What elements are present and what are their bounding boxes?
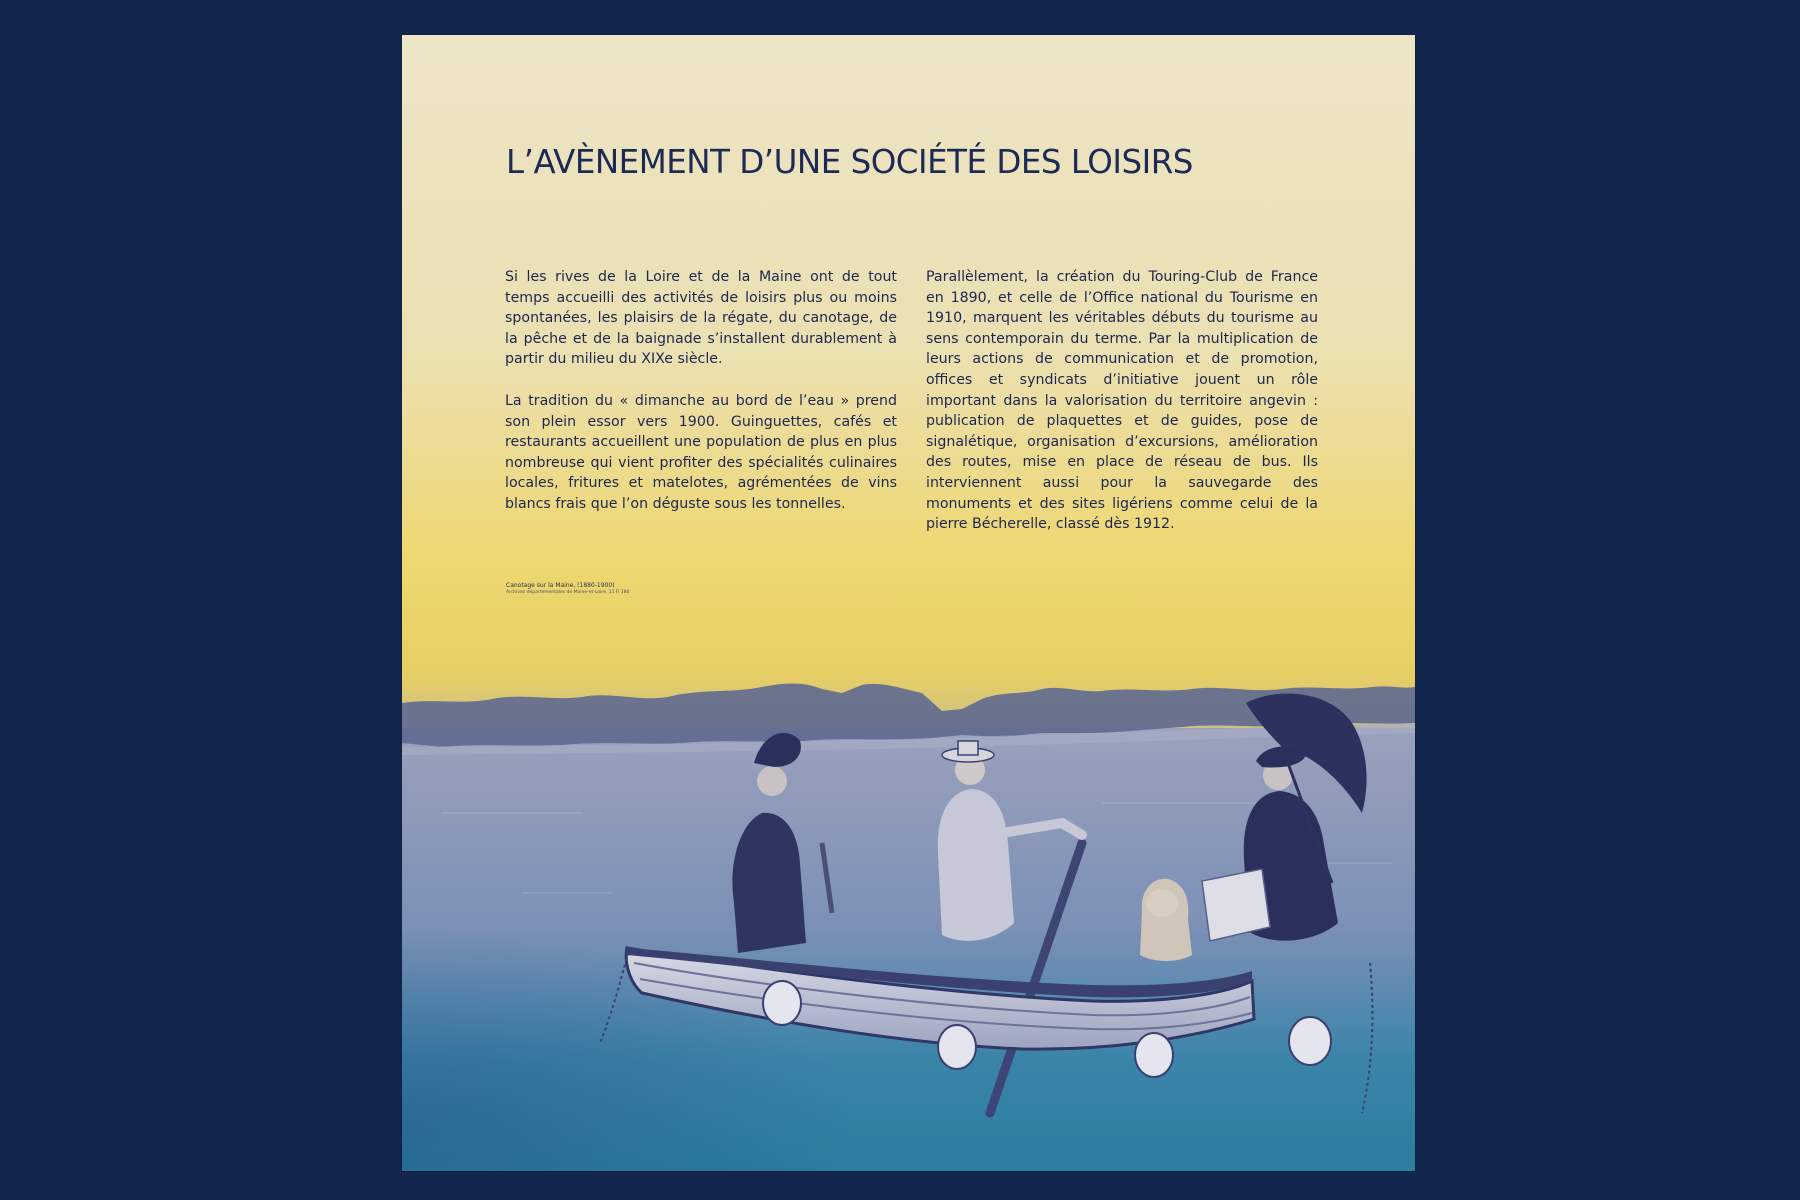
exhibition-panel: [402, 35, 1415, 1171]
photo-caption: [506, 582, 629, 596]
text-column-right: [926, 267, 1318, 556]
rowing-boat-photo: [402, 663, 1415, 1171]
right-paragraph-1: Parallèlement, la création du Touring-Club de France en 1890, et celle de l’Office national du Tourisme en 1910, marquent les véritables débuts du tourisme au sens contemporain du terme. Par la multiplication de leurs actions de communication et de promotion, offices et syndicats d’initiative jouent un rôle important dans la valorisation du territoire angevin : publication de plaquettes et de guides, pose de signalétique, organisation d’excursions, amélioration des routes, mise en place de réseau de bus. Ils interviennent aussi pour la sauvegarde des monuments et des sites ligériens comme celui de la pierre Bécherelle, classé dès 1912.: [926, 269, 1318, 533]
caption-source: Archives départementales de Maine-et-Loire, 11 Fi 180: [506, 590, 630, 595]
panel-title: L’AVÈNEMENT D’UNE SOCIÉTÉ DES LOISIRS: [506, 143, 1193, 181]
left-paragraph-2: La tradition du « dimanche au bord de l’eau » prend son plein essor vers 1900. Guinguettes, cafés et restaurants accueillent une population de plus en plus nombreuse qui vient profiter des spécialités culinaires locales, fritures et matelotes, agrémentées de vins blancs frais que l’on déguste sous les tonnelles.: [505, 392, 897, 512]
text-column-left: [505, 267, 897, 536]
caption-title: Canotage sur la Maine, (1880-1900): [506, 582, 615, 589]
left-paragraph-1: Si les rives de la Loire et de la Maine ont de tout temps accueilli des activités de loisirs plus ou moins spontanées, les plaisirs de la régate, du canotage, de la pêche et de la baignade s’installent durablement à partir du milieu du XIXe siècle.: [505, 269, 897, 368]
